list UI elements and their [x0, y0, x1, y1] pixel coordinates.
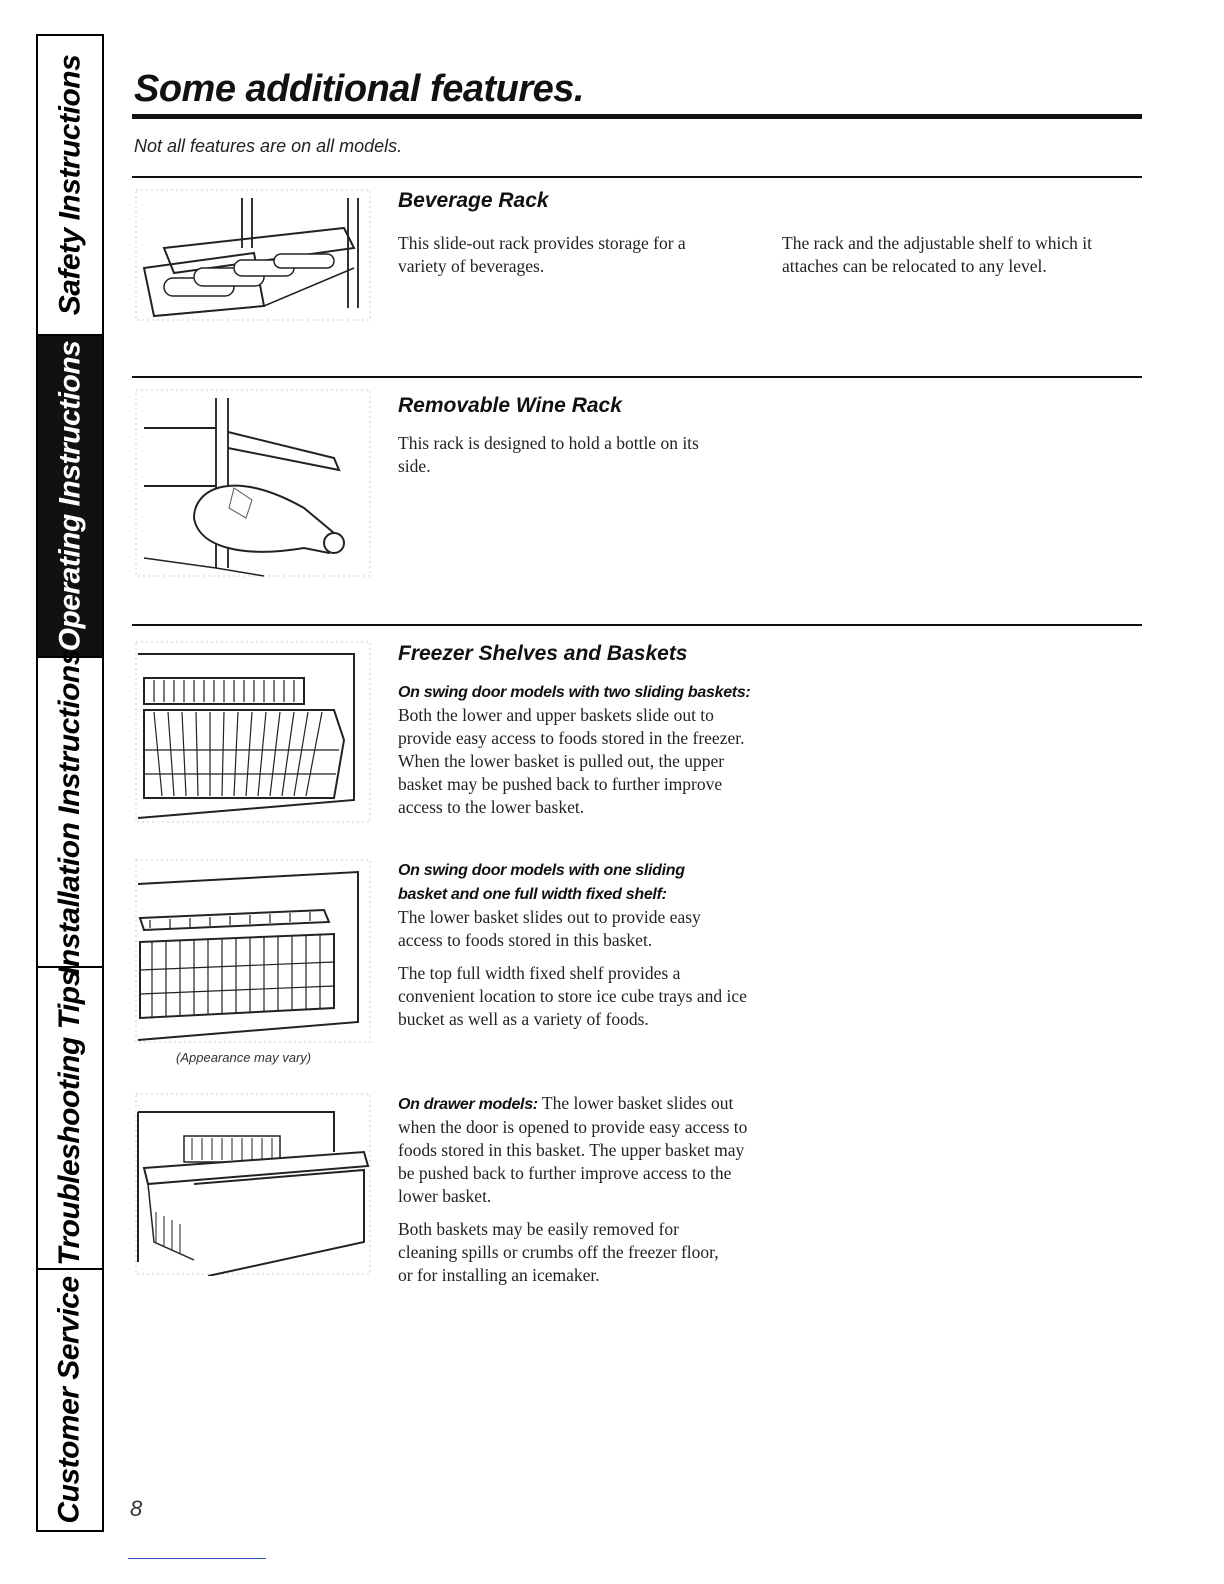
drawer-model-illustration: [134, 1092, 372, 1276]
drawer-text: The lower basket slides out when the door is opened to provide easy access to foods stored in this basket. The upper basket may be pushed back to further improve access to the lower basket.: [398, 1093, 748, 1206]
drawer-paragraph: [398, 1092, 748, 1208]
tab-customer-service[interactable]: [38, 1268, 102, 1530]
section-tabs: [36, 34, 104, 1532]
tab-label: Safety Instructions: [53, 54, 86, 316]
wine-rack-title: Removable Wine Rack: [398, 394, 622, 417]
tab-operating-instructions[interactable]: [38, 334, 102, 656]
one-basket-text: The lower basket slides out to provide easy access to foods stored in this basket.: [398, 907, 701, 950]
tab-label: Installation Instructions: [53, 649, 86, 975]
drawer-lead: On drawer models:: [398, 1096, 538, 1113]
tab-label: Operating Instructions: [53, 340, 87, 652]
tab-installation-instructions[interactable]: [38, 649, 102, 975]
two-baskets-paragraph: [398, 680, 768, 819]
fixed-shelf-text: The top full width fixed shelf provides a convenient location to store ice cube trays and ice bucket as well as a variety of foods.: [398, 963, 747, 1029]
tab-label: Customer Service: [53, 1276, 86, 1524]
tab-label: Troubleshooting Tips: [53, 970, 86, 1266]
wine-rack-illustration: [134, 388, 372, 578]
one-basket-illustration: [134, 858, 372, 1044]
beverage-rack-illustration: [134, 188, 372, 322]
one-basket-paragraph: [398, 858, 728, 952]
title-rule: [132, 114, 1142, 119]
tab-troubleshooting-tips[interactable]: [38, 966, 102, 1268]
baskets-removable-text: Both baskets may be easily removed for cleaning spills or crumbs off the freezer floor, or for installing an icemaker.: [398, 1219, 719, 1285]
section-divider: [132, 376, 1142, 378]
appearance-caption: (Appearance may vary): [176, 1050, 312, 1065]
wine-rack-text: This rack is designed to hold a bottle on its side.: [398, 433, 699, 476]
beverage-rack-title: Beverage Rack: [398, 189, 549, 212]
page-title: Some additional features.: [134, 68, 584, 110]
two-baskets-text: Both the lower and upper baskets slide out to provide easy access to foods stored in the freezer. When the lower basket is pulled out, the upper basket may be pushed back to further improve access to the lower basket.: [398, 705, 745, 817]
freezer-title: Freezer Shelves and Baskets: [398, 642, 688, 665]
two-basket-illustration: [134, 640, 372, 824]
tab-safety-instructions[interactable]: [38, 36, 102, 334]
beverage-rack-relocate-text: The rack and the adjustable shelf to which it attaches can be relocated to any level.: [782, 233, 1093, 276]
two-baskets-lead: On swing door models with two sliding baskets:: [398, 684, 751, 701]
section-divider: [132, 176, 1142, 178]
footer-line: [128, 1558, 266, 1559]
page-number: 8: [130, 1496, 143, 1521]
page-subtitle: Not all features are on all models.: [134, 136, 403, 156]
one-basket-lead: On swing door models with one sliding basket and one full width fixed shelf:: [398, 862, 685, 903]
beverage-rack-text: This slide-out rack provides storage for a variety of beverages.: [398, 233, 686, 276]
section-divider: [132, 624, 1142, 626]
